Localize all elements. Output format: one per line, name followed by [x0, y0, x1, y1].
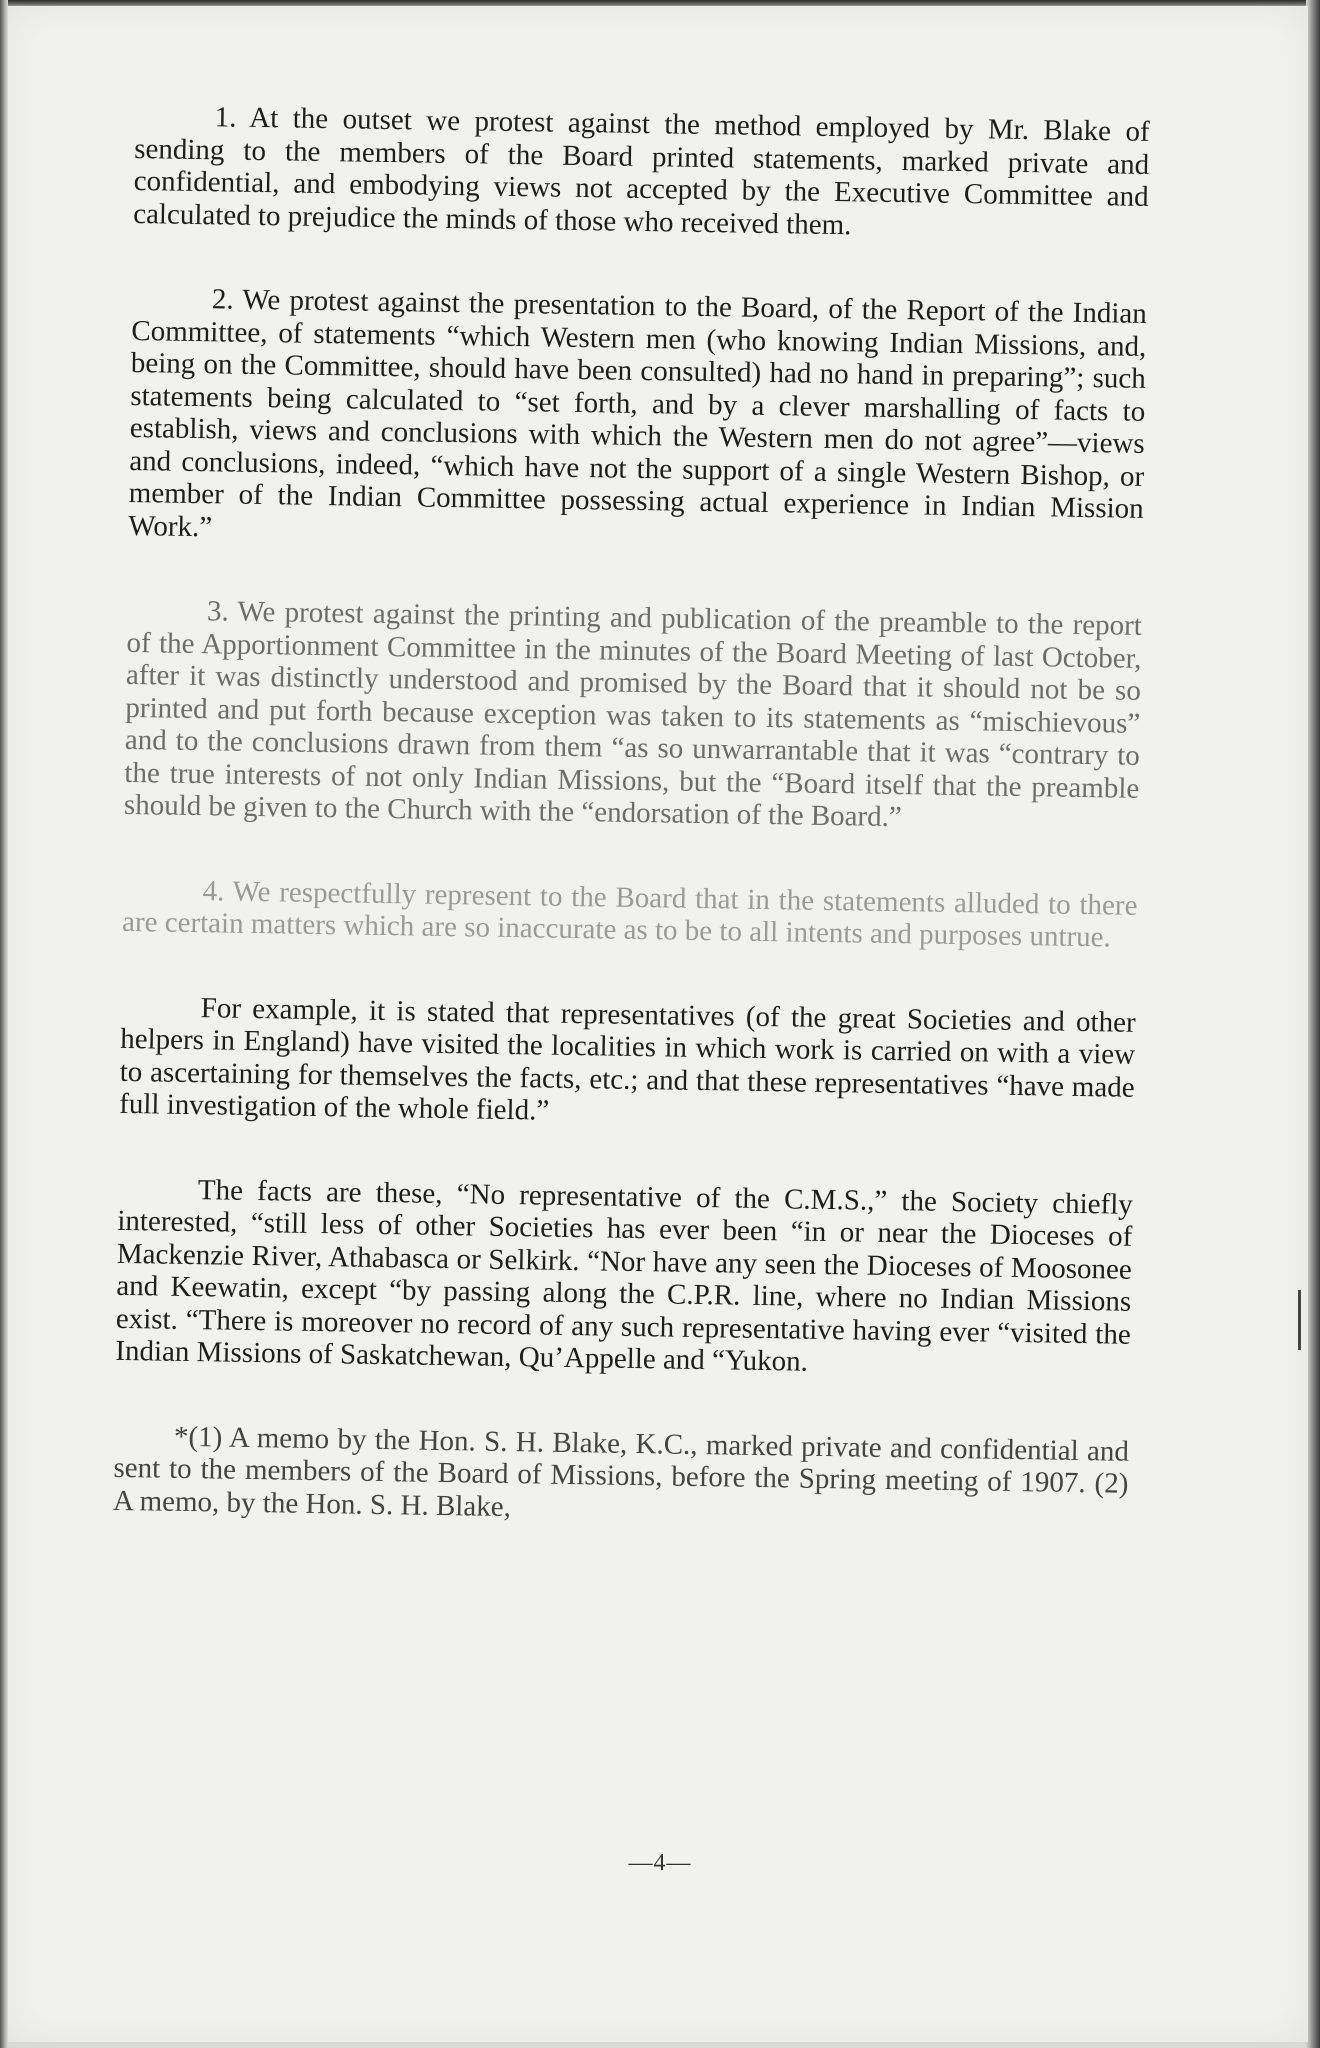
- paragraph-1: 1. At the outset we protest against the method employed by Mr. Blake of sending to the members of the Board printed statements, marked private and confidential, and embodying views not accepted by the Executive Committee and calculated to prejudice the minds of those who received them.: [132, 101, 1150, 241]
- scan-left-edge: [0, 0, 8, 2048]
- page-body-text: [113, 100, 1150, 1533]
- paragraph-3: 3. We protest against the printing and publication of the preamble to the report of the Apportionment Committee in the minutes of the Board Meeting of last October, after it was distinctly understood and promised by the Board that it should not be so printed and put forth because exception was taken to its statements as “mischievous” and to the conclusions drawn from them “as so unwarrantable that it was “contrary to the true interests of not only Indian Missions, but the “Board itself that the preamble should be given to the Church with the “endorsation of the Board.”: [123, 595, 1143, 834]
- paragraph-2: 2. We protest against the presentation to the Board, of the Report of the Indian Committee, of statements “which Western men (who knowing Indian Missions, and, being on the Committee, should have been consulted) had no hand in preparing”; such statements being calculated to “set forth, and by a clever marshalling of facts to establish, views and conclusions with which the Western men do not agree”—views and conclusions, indeed, “which have not the support of a single Western Bishop, or member of the Indian Committee possessing actual experience in Indian Mission Work.”: [128, 283, 1148, 543]
- binding-mark: [1298, 1290, 1301, 1350]
- scan-right-edge: [1306, 0, 1320, 2048]
- paragraph-5: For example, it is stated that representatives (of the great Societies and other helpers in England) have visited the localities in which work is carried on with a view to ascertaining for themselves the facts, etc.; and that these representatives “have made full investigation of the whole field.”: [118, 991, 1136, 1127]
- paragraph-4: 4. We respectfully represent to the Board that in the statements alluded to there are certain matters which are so inaccurate as to be to all intents and purposes untrue.: [121, 874, 1138, 954]
- paragraph-6: The facts are these, “No representative of the C.M.S.,” the Society chiefly interested, “still less of other Societies has ever been “in or near the Dioceses of Mackenzie River, Athabasca or Selkirk. “Nor have any seen the Dioceses of Moosonee and Keewatin, except “by passing along the C.P.R. line, where no Indian Missions exist. “There is moreover no record of any such representative having ever “visited the Indian Missions of Saskatchewan, Qu’Appelle and “Yukon.: [115, 1173, 1134, 1378]
- page-number: —4—: [628, 1850, 692, 1876]
- footnote: *(1) A memo by the Hon. S. H. Blake, K.C., marked private and confidential and sent to the members of the Board of Missions, before the Spring meeting of 1907. (2) A memo, by the Hon. S. H. Blake,: [112, 1420, 1130, 1523]
